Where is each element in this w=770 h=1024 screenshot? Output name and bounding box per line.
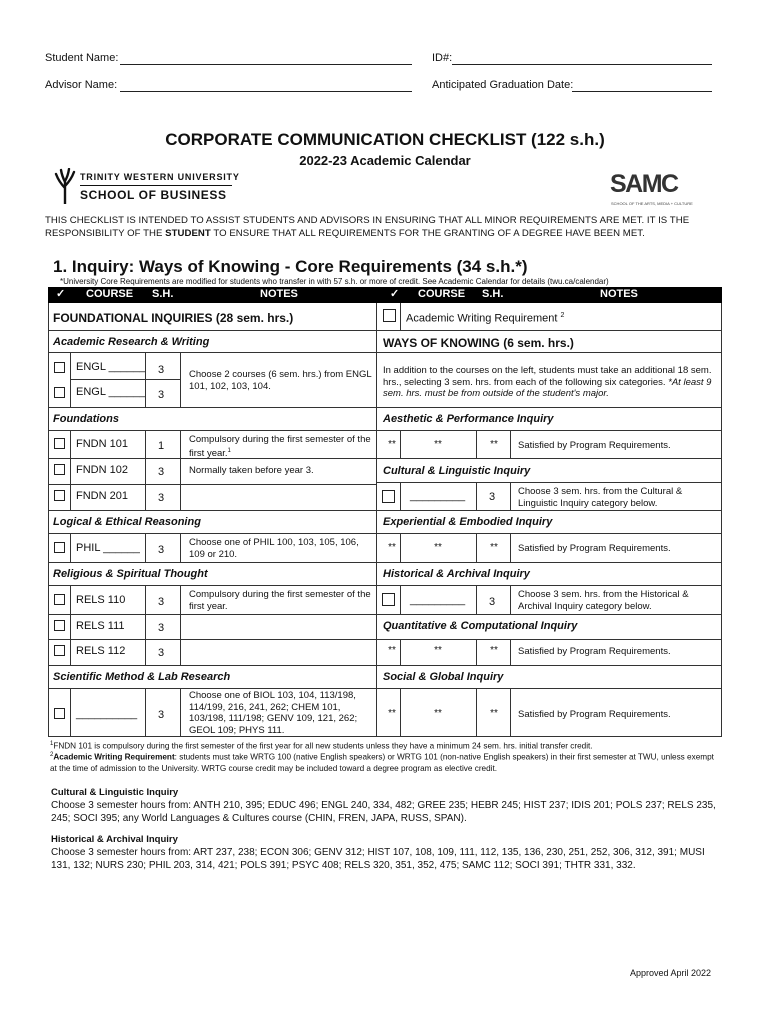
historical-sh: 3 bbox=[488, 596, 496, 608]
cat-historical: Historical & Archival Inquiry bbox=[383, 568, 530, 580]
checklist-table bbox=[48, 287, 722, 737]
col-line bbox=[145, 533, 146, 562]
rels112-course: RELS 112 bbox=[76, 645, 126, 657]
col-line bbox=[70, 688, 71, 737]
table-header bbox=[48, 287, 722, 303]
samc-logo bbox=[608, 170, 703, 210]
cultural-list-text: Choose 3 semester hours from: ANTH 210, 395; EDUC 496; ENGL 240, 334, 482; GREE 235; HEBR 245; HIST 237; IDIS 201; POLS 237; RELS 235, 245; SOCI 395; any World Languages & Cultures course (CHIN, FREN, JAPA, RUSS, SPAN). bbox=[51, 800, 716, 824]
fndn101-sh: 1 bbox=[157, 440, 165, 452]
engl2-course[interactable]: ENGL ______ bbox=[76, 386, 146, 398]
phil-checkbox[interactable] bbox=[54, 542, 65, 553]
rels110-note: Compulsory during the first semester of the first year. bbox=[189, 589, 371, 612]
row-divider bbox=[48, 458, 376, 459]
footnote-2: $^2$Academic Writing Requirement: students must take WRTG 100 (native English speakers) or WRTG 101 (non-native English speakers) in their first semester at TWU, unless exempt at the time of admission to the University. WRTG course credit may be included toward a degree program as elective credit. bbox=[50, 752, 714, 773]
awr-label: Academic Writing Requirement $^2$ bbox=[406, 312, 565, 325]
col-line bbox=[476, 430, 477, 458]
fndn101-course: FNDN 101 bbox=[76, 438, 128, 450]
fndn102-note: Normally taken before year 3. bbox=[189, 465, 314, 476]
row-divider bbox=[376, 585, 722, 586]
fndn102-sh: 3 bbox=[157, 466, 165, 478]
approved-date: Approved April 2022 bbox=[630, 968, 712, 978]
twu-logo bbox=[54, 168, 244, 204]
col-line bbox=[180, 585, 181, 665]
row-divider bbox=[48, 330, 376, 331]
cat-foundations: Foundations bbox=[53, 413, 119, 425]
row-divider bbox=[48, 484, 376, 485]
cat-aesthetic: Aesthetic & Performance Inquiry bbox=[383, 413, 554, 425]
col-line bbox=[145, 585, 146, 665]
col-line bbox=[400, 585, 401, 614]
col-course: COURSE bbox=[86, 288, 134, 300]
row-divider bbox=[376, 430, 722, 431]
col-line bbox=[400, 430, 401, 458]
check-icon: ✓ bbox=[56, 288, 66, 300]
social-star: ** bbox=[388, 708, 396, 719]
sci-note: Choose one of BIOL 103, 104, 113/198, 114/199, 216, 241, 262; CHEM 101, 103/198, 111/198; GENV 109, 121, 262; GEOL 109; PHYS 111. bbox=[189, 690, 358, 736]
historical-list-text: Choose 3 semester hours from: ART 237, 238; ECON 306; GENV 312; HIST 107, 108, 109, 111, 112, 135, 136, 230, 251, 252, 306, 312, 391; MUSI 131, 132; NURS 230; PHIL 203, 314, 421; POLS 391; PSYC 408; RELS 320, 351, 352, 475; SAMC 112; SOCI 391; THTR 331, 332. bbox=[51, 847, 705, 871]
rels110-sh: 3 bbox=[157, 596, 165, 608]
col-line bbox=[180, 688, 181, 737]
row-divider bbox=[376, 510, 722, 511]
experiential-star: ** bbox=[434, 542, 442, 553]
id-label: ID#: bbox=[432, 52, 453, 64]
row-divider bbox=[48, 352, 376, 353]
col-line bbox=[70, 533, 71, 562]
row-divider bbox=[48, 430, 376, 431]
section-note: *University Core Requirements are modified for students who transfer in with 57 s.h. or more of credit. See Academic Calendar for details (twu.ca/calendar) bbox=[60, 277, 609, 286]
cultural-sh: 3 bbox=[488, 491, 496, 503]
cat-cultural: Cultural & Linguistic Inquiry bbox=[383, 465, 531, 477]
col-line bbox=[510, 430, 511, 458]
cultural-list-title: Cultural & Linguistic Inquiry bbox=[51, 787, 179, 798]
row-divider bbox=[70, 379, 180, 380]
awr-checkbox[interactable] bbox=[383, 309, 396, 322]
col-line bbox=[476, 639, 477, 665]
sci-checkbox[interactable] bbox=[54, 708, 65, 719]
row-divider bbox=[376, 482, 722, 483]
rels112-checkbox[interactable] bbox=[54, 645, 65, 656]
aesthetic-star: ** bbox=[490, 439, 498, 450]
engl1-sh: 3 bbox=[157, 364, 165, 376]
row-divider bbox=[48, 562, 376, 563]
advisor-name-label: Advisor Name: bbox=[45, 79, 118, 91]
sci-sh: 3 bbox=[157, 709, 165, 721]
col-line bbox=[180, 352, 181, 407]
col-line bbox=[70, 430, 71, 510]
cat-religious: Religious & Spiritual Thought bbox=[53, 568, 208, 580]
page-title: CORPORATE COMMUNICATION CHECKLIST (122 s.h.) bbox=[165, 130, 605, 149]
col-line bbox=[476, 585, 477, 614]
row-divider bbox=[48, 585, 376, 586]
fndn201-checkbox[interactable] bbox=[54, 490, 65, 501]
col-line bbox=[510, 688, 511, 737]
phil-course[interactable]: PHIL ______ bbox=[76, 542, 140, 554]
row-divider bbox=[376, 639, 722, 640]
student-name-field[interactable] bbox=[120, 64, 412, 65]
cat-research: Academic Research & Writing bbox=[53, 336, 210, 348]
col-line bbox=[180, 533, 181, 562]
experiential-star: ** bbox=[490, 542, 498, 553]
engl1-checkbox[interactable] bbox=[54, 362, 65, 373]
phil-note: Choose one of PHIL 100, 103, 105, 106, 109 or 210. bbox=[189, 537, 359, 560]
cat-quant: Quantitative & Computational Inquiry bbox=[383, 620, 578, 632]
col-line bbox=[145, 430, 146, 510]
row-divider bbox=[376, 458, 722, 459]
grad-date-label: Anticipated Graduation Date: bbox=[432, 79, 574, 91]
col-line bbox=[476, 482, 477, 510]
col-sh: S.H. bbox=[482, 288, 504, 300]
fndn201-course: FNDN 201 bbox=[76, 490, 128, 502]
rels111-checkbox[interactable] bbox=[54, 620, 65, 631]
advisor-name-field[interactable] bbox=[120, 91, 412, 92]
col-notes: NOTES bbox=[600, 288, 638, 300]
social-star: ** bbox=[490, 708, 498, 719]
fndn102-course: FNDN 102 bbox=[76, 464, 128, 476]
foundational-heading: FOUNDATIONAL INQUIRIES (28 sem. hrs.) bbox=[53, 311, 294, 325]
historical-checkbox[interactable] bbox=[382, 593, 395, 606]
row-divider bbox=[48, 639, 376, 640]
student-name-label: Student Name: bbox=[45, 52, 119, 64]
wok-note: In addition to the courses on the left, students must take an additional 18 sem. hrs., selecting 3 sem. hrs. from each of the following six categories. *At least 9 sem. hrs. must be from outside of the student's major. bbox=[383, 365, 712, 399]
wok-heading: WAYS OF KNOWING (6 sem. hrs.) bbox=[383, 336, 574, 350]
aesthetic-star: ** bbox=[434, 439, 442, 450]
row-divider bbox=[48, 407, 376, 408]
samc-wordmark: SAMC bbox=[610, 170, 678, 198]
check-icon: ✓ bbox=[390, 288, 400, 300]
row-divider bbox=[376, 688, 722, 689]
rels111-sh: 3 bbox=[157, 622, 165, 634]
row-divider bbox=[376, 614, 722, 615]
row-divider bbox=[48, 533, 376, 534]
quant-star: ** bbox=[388, 645, 396, 656]
cat-social: Social & Global Inquiry bbox=[383, 671, 504, 683]
col-line bbox=[476, 688, 477, 737]
row-divider bbox=[376, 330, 722, 331]
row-divider bbox=[376, 665, 722, 666]
row-divider bbox=[376, 407, 722, 408]
twu-name: TRINITY WESTERN UNIVERSITY bbox=[80, 172, 240, 182]
experiential-star: ** bbox=[388, 542, 396, 553]
col-line bbox=[400, 303, 401, 330]
engl2-sh: 3 bbox=[157, 389, 165, 401]
twu-tree-icon bbox=[54, 168, 76, 204]
col-line bbox=[400, 688, 401, 737]
footnote-1: $^1$FNDN 101 is compulsory during the first semester of the first year for all new students unless they have a minimum 24 sem. hrs. initial transfer credit. bbox=[50, 741, 593, 751]
row-divider bbox=[376, 562, 722, 563]
social-note: Satisfied by Program Requirements. bbox=[518, 709, 671, 720]
quant-star: ** bbox=[434, 645, 442, 656]
col-line bbox=[145, 688, 146, 737]
intro-text: THIS CHECKLIST IS INTENDED TO ASSIST STUDENTS AND ADVISORS IN ENSURING THAT ALL MINOR REQUIREMENTS ARE MET. IT IS THE RESPONSIBILITY OF THE STUDENT TO ENSURE THAT ALL REQUIREMENTS FOR THE GRANTING OF A DEGREE HAVE BEEN MET. bbox=[45, 215, 690, 239]
row-divider bbox=[376, 533, 722, 534]
historical-course[interactable]: _________ bbox=[410, 594, 466, 606]
col-line bbox=[510, 639, 511, 665]
engl-note: Choose 2 courses (6 sem. hrs.) from ENGL 101, 102, 103, 104. bbox=[189, 369, 372, 392]
aesthetic-star: ** bbox=[388, 439, 396, 450]
fndn102-checkbox[interactable] bbox=[54, 464, 65, 475]
twu-divider bbox=[80, 185, 232, 186]
col-line bbox=[476, 533, 477, 562]
quant-note: Satisfied by Program Requirements. bbox=[518, 646, 671, 657]
rels112-sh: 3 bbox=[157, 647, 165, 659]
row-divider bbox=[48, 688, 376, 689]
col-line bbox=[510, 585, 511, 614]
fndn201-sh: 3 bbox=[157, 492, 165, 504]
row-divider bbox=[376, 352, 722, 353]
phil-sh: 3 bbox=[157, 544, 165, 556]
fndn101-note: Compulsory during the first semester of the first year.$^1$ bbox=[189, 434, 371, 459]
cultural-checkbox[interactable] bbox=[382, 490, 395, 503]
col-line bbox=[400, 639, 401, 665]
historical-note: Choose 3 sem. hrs. from the Historical & Archival Inquiry category below. bbox=[518, 589, 689, 612]
rels110-checkbox[interactable] bbox=[54, 594, 65, 605]
col-line bbox=[70, 585, 71, 665]
samc-tagline: SCHOOL OF THE ARTS, MEDIA + CULTURE bbox=[611, 201, 693, 206]
page-subtitle: 2022-23 Academic Calendar bbox=[299, 153, 471, 168]
section-title: 1. Inquiry: Ways of Knowing - Core Requirements (34 s.h.*) bbox=[53, 257, 528, 276]
col-line bbox=[180, 430, 181, 510]
row-divider bbox=[48, 665, 376, 666]
engl2-checkbox[interactable] bbox=[54, 387, 65, 398]
grad-date-field[interactable] bbox=[572, 91, 712, 92]
cat-experiential: Experiential & Embodied Inquiry bbox=[383, 516, 553, 528]
row-divider bbox=[48, 614, 376, 615]
cat-logical: Logical & Ethical Reasoning bbox=[53, 516, 201, 528]
col-line bbox=[510, 482, 511, 510]
social-star: ** bbox=[434, 708, 442, 719]
experiential-note: Satisfied by Program Requirements. bbox=[518, 543, 671, 554]
fndn101-checkbox[interactable] bbox=[54, 438, 65, 449]
column-divider bbox=[376, 303, 377, 737]
row-divider bbox=[48, 510, 376, 511]
col-line bbox=[510, 533, 511, 562]
col-line bbox=[400, 482, 401, 510]
cat-science: Scientific Method & Lab Research bbox=[53, 671, 231, 683]
rels111-course: RELS 111 bbox=[76, 620, 125, 632]
cultural-course[interactable]: _________ bbox=[410, 490, 466, 502]
col-sh: S.H. bbox=[152, 288, 174, 300]
id-field[interactable] bbox=[452, 64, 712, 65]
rels110-course: RELS 110 bbox=[76, 594, 126, 606]
aesthetic-note: Satisfied by Program Requirements. bbox=[518, 440, 671, 451]
col-course: COURSE bbox=[418, 288, 466, 300]
sci-course[interactable]: __________ bbox=[76, 708, 138, 720]
historical-list-title: Historical & Archival Inquiry bbox=[51, 834, 178, 845]
col-notes: NOTES bbox=[260, 288, 298, 300]
engl1-course[interactable]: ENGL ______ bbox=[76, 361, 146, 373]
twu-school: SCHOOL OF BUSINESS bbox=[80, 188, 227, 202]
cultural-note: Choose 3 sem. hrs. from the Cultural & Linguistic Inquiry category below. bbox=[518, 486, 683, 509]
quant-star: ** bbox=[490, 645, 498, 656]
col-line bbox=[400, 533, 401, 562]
